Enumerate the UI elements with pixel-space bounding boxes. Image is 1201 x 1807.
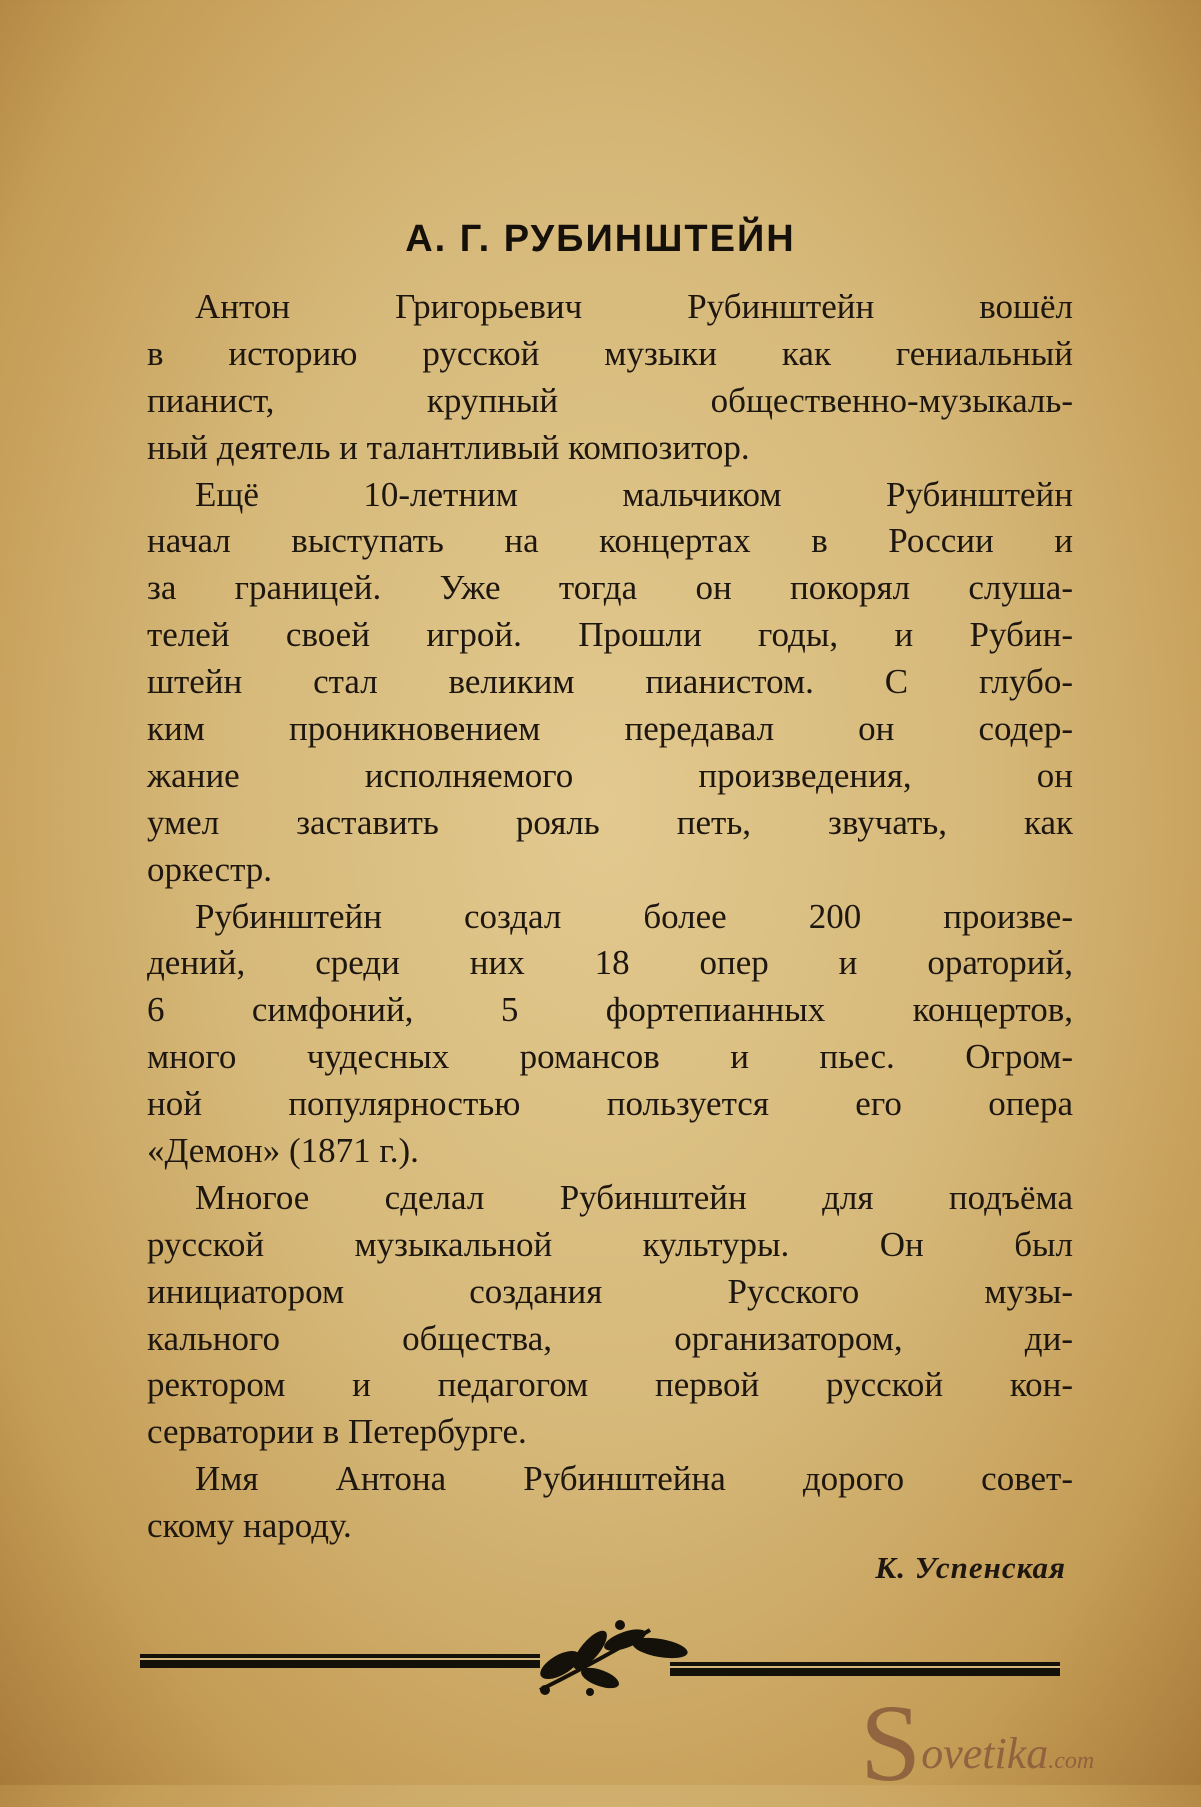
text-line: умел заставить рояль петь, звучать, как xyxy=(147,802,1073,842)
text-line: Рубинштейн создал более 200 произве- xyxy=(195,896,1073,936)
document-title: А. Г. РУБИНШТЕЙН xyxy=(405,218,796,260)
text-line: кального общества, организатором, ди- xyxy=(147,1318,1073,1358)
text-line: Имя Антона Рубинштейна дорого совет- xyxy=(195,1459,1073,1499)
text-line: ной популярностью пользуется его опера xyxy=(147,1084,1073,1124)
text-line: Многое сделал Рубинштейн для подъёма xyxy=(195,1177,1073,1217)
text-line: в историю русской музыки как гениальный xyxy=(147,333,1073,373)
text-line: Антон Григорьевич Рубинштейн вошёл xyxy=(195,287,1073,326)
author-signature: К. Успенская xyxy=(875,1550,1066,1585)
text-line: русской музыкальной культуры. Он был xyxy=(147,1224,1073,1264)
text-line: ректором и педагогом первой русской кон- xyxy=(147,1365,1073,1405)
text-line: телей своей игрой. Прошли годы, и Рубин- xyxy=(147,615,1073,655)
sovetika-watermark: Sovetika.com xyxy=(860,1682,1095,1804)
text-line: 6 симфоний, 5 фортепианных концертов, xyxy=(147,990,1073,1030)
text-line: серватории в Петербурге. xyxy=(147,1412,527,1452)
text-line: Ещё 10-летним мальчиком Рубинштейн xyxy=(195,474,1073,514)
text-line: инициатором создания Русского музы- xyxy=(147,1271,1073,1311)
text-line: начал выступать на концертах в России и xyxy=(147,521,1073,561)
text-line: штейн стал великим пианистом. С глубо- xyxy=(147,662,1073,702)
text-line: пианист, крупный общественно-музыкаль- xyxy=(147,380,1073,420)
text-line: ким проникновением передавал он содер- xyxy=(147,709,1073,749)
text-line: «Демон» (1871 г.). xyxy=(147,1131,419,1171)
document-body xyxy=(147,284,1073,1550)
text-line: за границей. Уже тогда он покорял слуша- xyxy=(147,568,1073,608)
text-line: дений, среди них 18 опер и ораторий, xyxy=(147,943,1073,983)
text-line: жание исполняемого произведения, он xyxy=(147,755,1073,795)
text-line: много чудесных романсов и пьес. Огром- xyxy=(147,1037,1073,1077)
text-line: скому народу. xyxy=(147,1506,352,1546)
text-line: ный деятель и талантливый композитор. xyxy=(147,427,750,467)
text-line: оркестр. xyxy=(147,849,273,889)
